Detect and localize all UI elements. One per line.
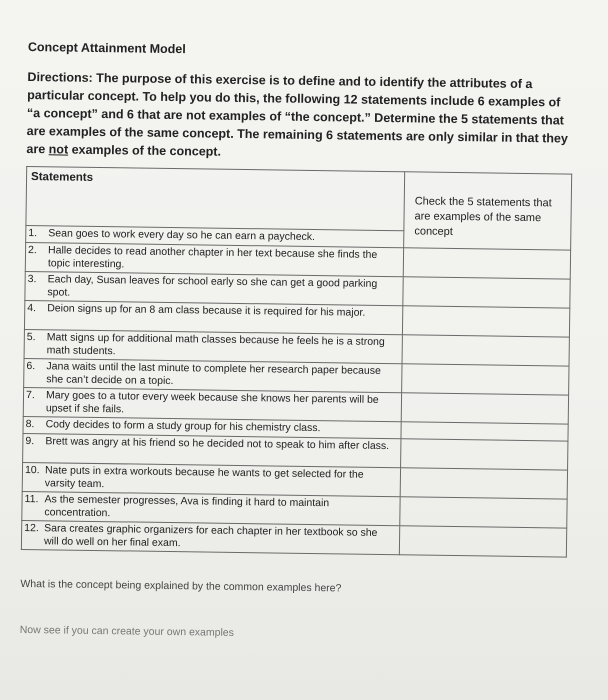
statement-text: Sean goes to work every day so he can earn a paycheck.	[48, 227, 316, 244]
statements-header: Statements	[26, 166, 405, 230]
check-cell[interactable]	[403, 248, 570, 279]
statement-text: Jana waits until the last minute to complete her research paper because she can’t decide on a topic.	[46, 360, 381, 388]
statement-text: Each day, Susan leaves for school early so she can get a good parking spot.	[47, 273, 378, 299]
table-header-row	[26, 166, 572, 233]
check-cell[interactable]	[402, 306, 569, 337]
page-title: Concept Attainment Model	[27, 40, 186, 57]
directions-prefix: Directions: The purpose of this exercise is to define and to identify the attributes of a particular concept. To help you do this, the following 12 statements include 6 examples of “a concept” and 6 that are not examples of “the concept.” Determine the 5 statements that are examples of the same concept. The remaining 6 statements are only similar in that they are	[26, 69, 568, 157]
check-cell[interactable]	[400, 468, 567, 499]
statement-number: 3.	[27, 273, 37, 286]
statement-number: 2.	[27, 244, 37, 257]
directions-emphasis: not	[48, 142, 69, 157]
directions-suffix: examples of the concept.	[68, 142, 222, 159]
table-row	[21, 520, 566, 557]
check-cell[interactable]	[402, 364, 569, 395]
statement-text: Sara creates graphic organizers for each chapter in her textbook so she will do well on her final exam.	[43, 522, 378, 550]
statement-number: 1.	[28, 227, 38, 240]
check-cell[interactable]	[399, 526, 566, 557]
statement-text: As the semester progresses, Ava is finding it hard to maintain concentration.	[44, 493, 330, 520]
statement-number: 8.	[25, 418, 35, 431]
statement-text: Deion signs up for an 8 am class because it is required for his major.	[47, 302, 366, 319]
directions-text	[26, 68, 575, 166]
statement-number: 4.	[27, 302, 37, 315]
check-column-header: Check the 5 statements that are examples of the same concept	[404, 172, 572, 250]
statement-number: 11.	[24, 492, 39, 506]
footer-prompt: Now see if you can create your own examples	[19, 623, 235, 639]
statement-text: Nate puts in extra workouts because he wants to get selected for the varsity team.	[44, 464, 364, 491]
check-cell[interactable]	[403, 277, 570, 308]
statement-cell	[21, 520, 399, 554]
statement-number: 9.	[25, 435, 35, 448]
statement-text: Halle decides to read another chapter in her text because she finds the topic interesting.	[47, 244, 378, 271]
check-cell[interactable]	[401, 393, 568, 424]
statement-text: Cody decides to form a study group for his chemistry class.	[45, 418, 321, 435]
statement-number: 7.	[25, 389, 35, 402]
statement-number: 10.	[24, 464, 40, 477]
statement-number: 12.	[24, 521, 39, 535]
statements-table	[21, 166, 572, 558]
statement-number: 5.	[26, 331, 36, 344]
check-cell[interactable]	[400, 497, 567, 528]
concept-question: What is the concept being explained by the common examples here?	[20, 577, 342, 595]
worksheet	[20, 40, 576, 644]
statement-text: Mary goes to a tutor every week because she knows her parents will be upset if she fails.	[45, 389, 379, 416]
check-cell[interactable]	[402, 335, 569, 366]
check-cell[interactable]	[401, 439, 568, 470]
statement-number: 6.	[26, 360, 36, 373]
statement-text: Brett was angry at his friend so he decided not to speak to him after class.	[45, 435, 390, 453]
statement-text: Matt signs up for additional math classes because he feels he is a strong math students.	[46, 331, 385, 358]
